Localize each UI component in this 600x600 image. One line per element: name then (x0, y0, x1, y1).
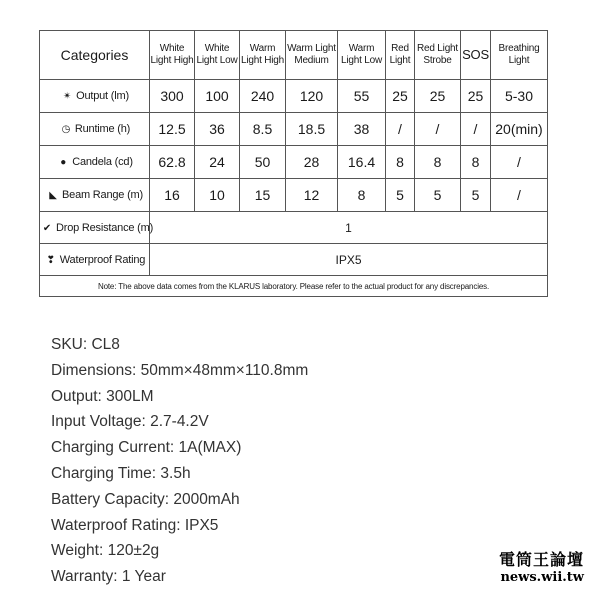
table-cell: 5 (386, 179, 415, 212)
mode-header: Red Light (386, 31, 415, 80)
table-cell: 12.5 (150, 113, 195, 146)
table-row (40, 80, 548, 113)
table-cell: / (415, 113, 461, 146)
spec-line: SKU: CL8 (51, 336, 120, 353)
spec-line: Charging Time: 3.5h (51, 464, 191, 482)
table-cell: 15 (240, 179, 286, 212)
watermark-url: news.wii.tw (500, 570, 584, 585)
mode-header: Breathing Light (491, 31, 548, 80)
mode-header: Warm Light High (240, 31, 286, 80)
table-cell: 24 (195, 146, 240, 179)
table-cell: 50 (240, 146, 286, 179)
spec-line: Dimensions: 50mm×48mm×110.8mm (51, 361, 309, 379)
table-cell: 55 (338, 80, 386, 113)
mode-header: White Light High (150, 31, 195, 80)
table-row (40, 113, 548, 146)
table-cell: 12 (286, 179, 338, 212)
spec-line: Battery Capacity: 2000mAh (51, 490, 240, 508)
table-note: Note: The above data comes from the KLARUS laboratory. Please refer to the actual product for any discrepancies. (40, 276, 548, 297)
table-cell: 120 (286, 80, 338, 113)
categories-header: Categories (40, 31, 150, 80)
table-cell: / (491, 146, 548, 179)
table-cell: 8 (386, 146, 415, 179)
watermark (499, 550, 584, 586)
watermark-title: 電筒王論壇 (498, 550, 584, 569)
row-label: ❣ Waterproof Rating (40, 244, 150, 276)
table-row (40, 179, 548, 212)
table-cell: 38 (338, 113, 386, 146)
table-cell: 5 (461, 179, 491, 212)
table-cell: 100 (195, 80, 240, 113)
table-cell: 240 (240, 80, 286, 113)
table-cell: 28 (286, 146, 338, 179)
row-label: ◷ Runtime (h) (40, 113, 150, 146)
row-label: ● Candela (cd) (40, 146, 150, 179)
output-icon: ✴ (63, 91, 72, 102)
table-cell: 5-30 (491, 80, 548, 113)
table-cell: 10 (195, 179, 240, 212)
note-row (40, 276, 548, 297)
table-row (40, 244, 548, 276)
spec-line: Input Voltage: 2.7-4.2V (51, 413, 209, 431)
spec-line: Waterproof Rating: IPX5 (51, 516, 219, 534)
table-cell: 20(min) (491, 113, 548, 146)
clock-icon: ◷ (61, 124, 71, 135)
drop-icon: ✔ (42, 222, 52, 234)
header-row (40, 31, 548, 80)
table-cell: 36 (195, 113, 240, 146)
mode-header: Warm Light Low (338, 31, 386, 80)
table-cell: 8 (415, 146, 461, 179)
spec-line: Warranty: 1 Year (51, 568, 166, 586)
mode-header: White Light Low (195, 31, 240, 80)
table-cell: 16.4 (338, 146, 386, 179)
table-cell: 18.5 (286, 113, 338, 146)
table-cell: 8 (338, 179, 386, 212)
table-cell: / (386, 113, 415, 146)
row-label: ✴ Output (lm) (40, 80, 150, 113)
table-cell: 8 (461, 146, 491, 179)
table-cell: 25 (386, 80, 415, 113)
table-cell: / (491, 179, 548, 212)
table-cell: 8.5 (240, 113, 286, 146)
row-label: ◣ Beam Range (m) (40, 179, 150, 212)
table-cell: 16 (150, 179, 195, 212)
candela-icon: ● (60, 157, 67, 168)
table-cell: 62.8 (150, 146, 195, 179)
waterproof-icon: ❣ (46, 254, 55, 266)
table-row (40, 212, 548, 244)
table-cell: 25 (415, 80, 461, 113)
row-label: ✔ Drop Resistance (m) (40, 212, 150, 244)
spec-table (39, 30, 548, 297)
table-cell: 300 (150, 80, 195, 113)
table-cell: 25 (461, 80, 491, 113)
beam-icon: ◣ (49, 190, 57, 201)
spec-line: Charging Current: 1A(MAX) (51, 439, 242, 457)
table-cell: 1 (150, 212, 548, 244)
mode-header: Warm Light Medium (286, 31, 338, 80)
mode-header: SOS (461, 31, 491, 80)
table-cell: IPX5 (150, 244, 548, 276)
mode-header: Red Light Strobe (415, 31, 461, 80)
spec-line: Output: 300LM (51, 387, 154, 405)
table-cell: / (461, 113, 491, 146)
table-cell: 5 (415, 179, 461, 212)
spec-line: Weight: 120±2g (51, 542, 160, 560)
spec-list (51, 332, 308, 590)
table-row (40, 146, 548, 179)
